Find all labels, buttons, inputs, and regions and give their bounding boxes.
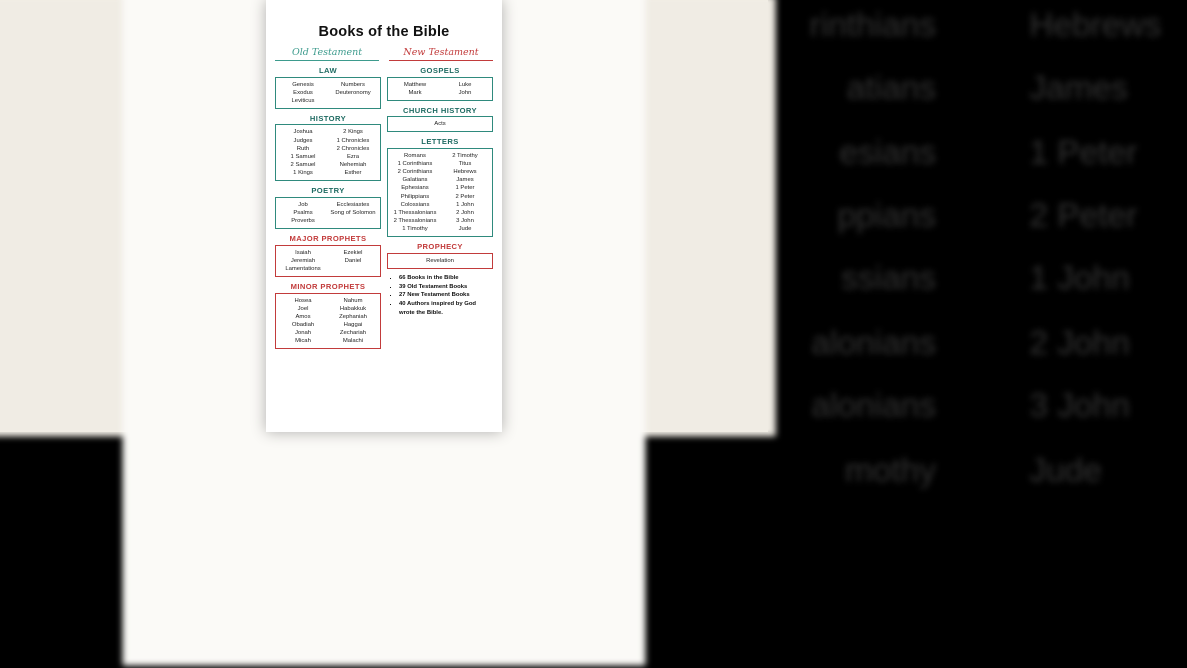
- section-poetry: [275, 186, 381, 229]
- section-heading: PROPHECY: [417, 242, 463, 252]
- book-sublist: [442, 81, 488, 97]
- book-name: Ezekiel: [343, 249, 363, 256]
- book-name: Song of Solomon: [330, 209, 376, 216]
- book-sublist: [330, 297, 376, 346]
- book-name: Judges: [293, 137, 313, 144]
- book-name: Esther: [344, 170, 362, 177]
- book-name: Ecclesiastes: [336, 201, 370, 208]
- section-box: [387, 116, 493, 132]
- book-list: [392, 81, 488, 97]
- book-name: John: [458, 89, 472, 96]
- book-name: 2 Chronicles: [336, 145, 370, 152]
- section-box: [275, 245, 381, 277]
- section-prophecy: [387, 242, 493, 269]
- book-name: 1 Thessalonians: [393, 209, 437, 216]
- book-name: Matthew: [403, 81, 427, 88]
- book-sublist: [392, 120, 488, 128]
- book-name: Ruth: [296, 145, 310, 152]
- section-history: [275, 114, 381, 181]
- page-title: Books of the Bible: [318, 24, 450, 40]
- new-testament-column: [387, 66, 493, 354]
- section-box: [387, 77, 493, 101]
- section-heading: GOSPELS: [420, 66, 460, 75]
- book-sublist: [330, 128, 376, 177]
- book-name: Colossians: [400, 201, 430, 208]
- book-name: Isaiah: [295, 249, 311, 256]
- section-heading: CHURCH HISTORY: [403, 105, 477, 115]
- section-major-prophets: [275, 234, 381, 277]
- section-law: [275, 66, 381, 109]
- book-name: Philippians: [400, 193, 430, 200]
- book-name: Luke: [458, 81, 472, 88]
- book-name: Hosea: [294, 297, 312, 304]
- book-name: Habakkuk: [339, 305, 367, 312]
- book-name: 2 Timothy: [452, 152, 478, 159]
- book-name: 1 Chronicles: [336, 137, 370, 144]
- new-testament-label: New Testament: [389, 47, 493, 61]
- book-name: Numbers: [341, 81, 365, 88]
- book-name: Obadiah: [291, 322, 315, 329]
- book-name: Amos: [295, 313, 311, 320]
- book-name: Galatians: [402, 177, 428, 184]
- book-name: 2 Peter: [455, 193, 475, 200]
- book-name: Haggai: [343, 322, 363, 329]
- book-name: 1 Samuel: [290, 153, 316, 160]
- book-name: Proverbs: [291, 218, 315, 225]
- book-name: Psalms: [293, 209, 313, 216]
- book-sublist: [392, 81, 438, 97]
- bg-right-column-2: Hebrews James 1 Peter 2 Peter 1 John 2 John 3 John Jude: [1029, 8, 1162, 489]
- testament-columns: [266, 66, 502, 354]
- bible-books-poster: [266, 0, 502, 432]
- book-name: Leviticus: [291, 97, 315, 104]
- section-box: [275, 124, 381, 181]
- book-list: [280, 297, 376, 346]
- book-sublist: [442, 152, 488, 233]
- book-name: Ezra: [346, 153, 360, 160]
- book-list: [392, 152, 488, 233]
- book-name: James: [456, 177, 474, 184]
- book-name: Deuteronomy: [335, 89, 371, 96]
- book-list: [392, 257, 488, 265]
- book-name: Romans: [404, 152, 426, 159]
- book-name: Jonah: [294, 330, 312, 337]
- book-sublist: [330, 81, 376, 105]
- book-name: Ephesians: [401, 185, 429, 192]
- book-name: 1 Peter: [455, 185, 475, 192]
- book-sublist: [280, 297, 326, 346]
- book-name: 2 John: [456, 209, 474, 216]
- book-list: [392, 120, 488, 128]
- book-list: [280, 128, 376, 177]
- book-name: Jude: [458, 226, 472, 233]
- section-heading: HISTORY: [309, 113, 347, 123]
- section-box: [387, 253, 493, 269]
- book-name: 1 Timothy: [402, 226, 428, 233]
- book-name: 1 Corinthians: [397, 161, 433, 168]
- book-name: 1 Kings: [293, 170, 313, 177]
- book-name: Lamentations: [285, 265, 321, 272]
- testament-headers: [266, 47, 502, 61]
- section-heading: MINOR PROPHETS: [290, 282, 366, 292]
- section-letters: [387, 137, 493, 237]
- book-name: Acts: [434, 121, 446, 128]
- book-name: Titus: [458, 161, 472, 168]
- book-name: Exodus: [293, 89, 313, 96]
- book-name: 2 Kings: [343, 129, 363, 136]
- fact-item: ▪ 66 Books in the Bible: [399, 274, 489, 283]
- book-list: [280, 201, 376, 225]
- book-sublist: [280, 81, 326, 105]
- book-sublist: [330, 249, 376, 273]
- bible-facts: [393, 274, 489, 318]
- section-box: [275, 77, 381, 109]
- book-sublist: [392, 257, 488, 265]
- section-heading: MAJOR PROPHETS: [289, 234, 367, 244]
- section-box: [275, 197, 381, 229]
- book-list: [280, 249, 376, 273]
- section-heading: LETTERS: [421, 137, 459, 147]
- book-name: Nahum: [343, 297, 363, 304]
- book-name: 2 Samuel: [290, 161, 316, 168]
- book-sublist: [280, 201, 326, 225]
- old-testament-column: [275, 66, 381, 354]
- book-name: 2 Thessalonians: [393, 218, 437, 225]
- book-name: Joel: [297, 305, 309, 312]
- book-sublist: [280, 249, 326, 273]
- book-name: Nehemiah: [339, 161, 367, 168]
- book-name: Hebrews: [453, 169, 477, 176]
- old-testament-label: Old Testament: [275, 47, 379, 61]
- section-gospels: [387, 66, 493, 101]
- book-name: Zephaniah: [339, 313, 367, 320]
- section-box: [387, 148, 493, 237]
- book-list: [280, 81, 376, 105]
- section-minor-prophets: [275, 282, 381, 349]
- book-sublist: [330, 201, 376, 225]
- book-name: Jeremiah: [290, 257, 316, 264]
- book-name: Malachi: [342, 338, 364, 345]
- book-name: Job: [298, 201, 308, 208]
- section-heading: LAW: [318, 66, 338, 75]
- section-heading: POETRY: [311, 186, 345, 196]
- book-name: Mark: [408, 89, 422, 96]
- book-name: 3 John: [456, 218, 474, 225]
- book-name: 2 Corinthians: [397, 169, 433, 176]
- book-name: 1 John: [456, 201, 474, 208]
- book-name: Genesis: [292, 81, 314, 88]
- book-name: Zechariah: [339, 330, 367, 337]
- section-box: [275, 293, 381, 350]
- book-name: Daniel: [344, 257, 362, 264]
- book-name: Revelation: [426, 257, 454, 264]
- book-sublist: [280, 128, 326, 177]
- book-name: Micah: [295, 338, 311, 345]
- fact-item: ▪ 27 New Testament Books: [399, 291, 489, 300]
- fact-item: ▪ 39 Old Testament Books: [399, 283, 489, 292]
- section-church-history: [387, 106, 493, 133]
- bg-right-column-1: rinthians atians esians ppians ssians alonians alonians mothy: [809, 8, 937, 489]
- fact-item: ▪ 40 Authors inspired by God wrote the Bible.: [399, 300, 489, 317]
- book-sublist: [392, 152, 438, 233]
- book-name: Joshua: [293, 129, 313, 136]
